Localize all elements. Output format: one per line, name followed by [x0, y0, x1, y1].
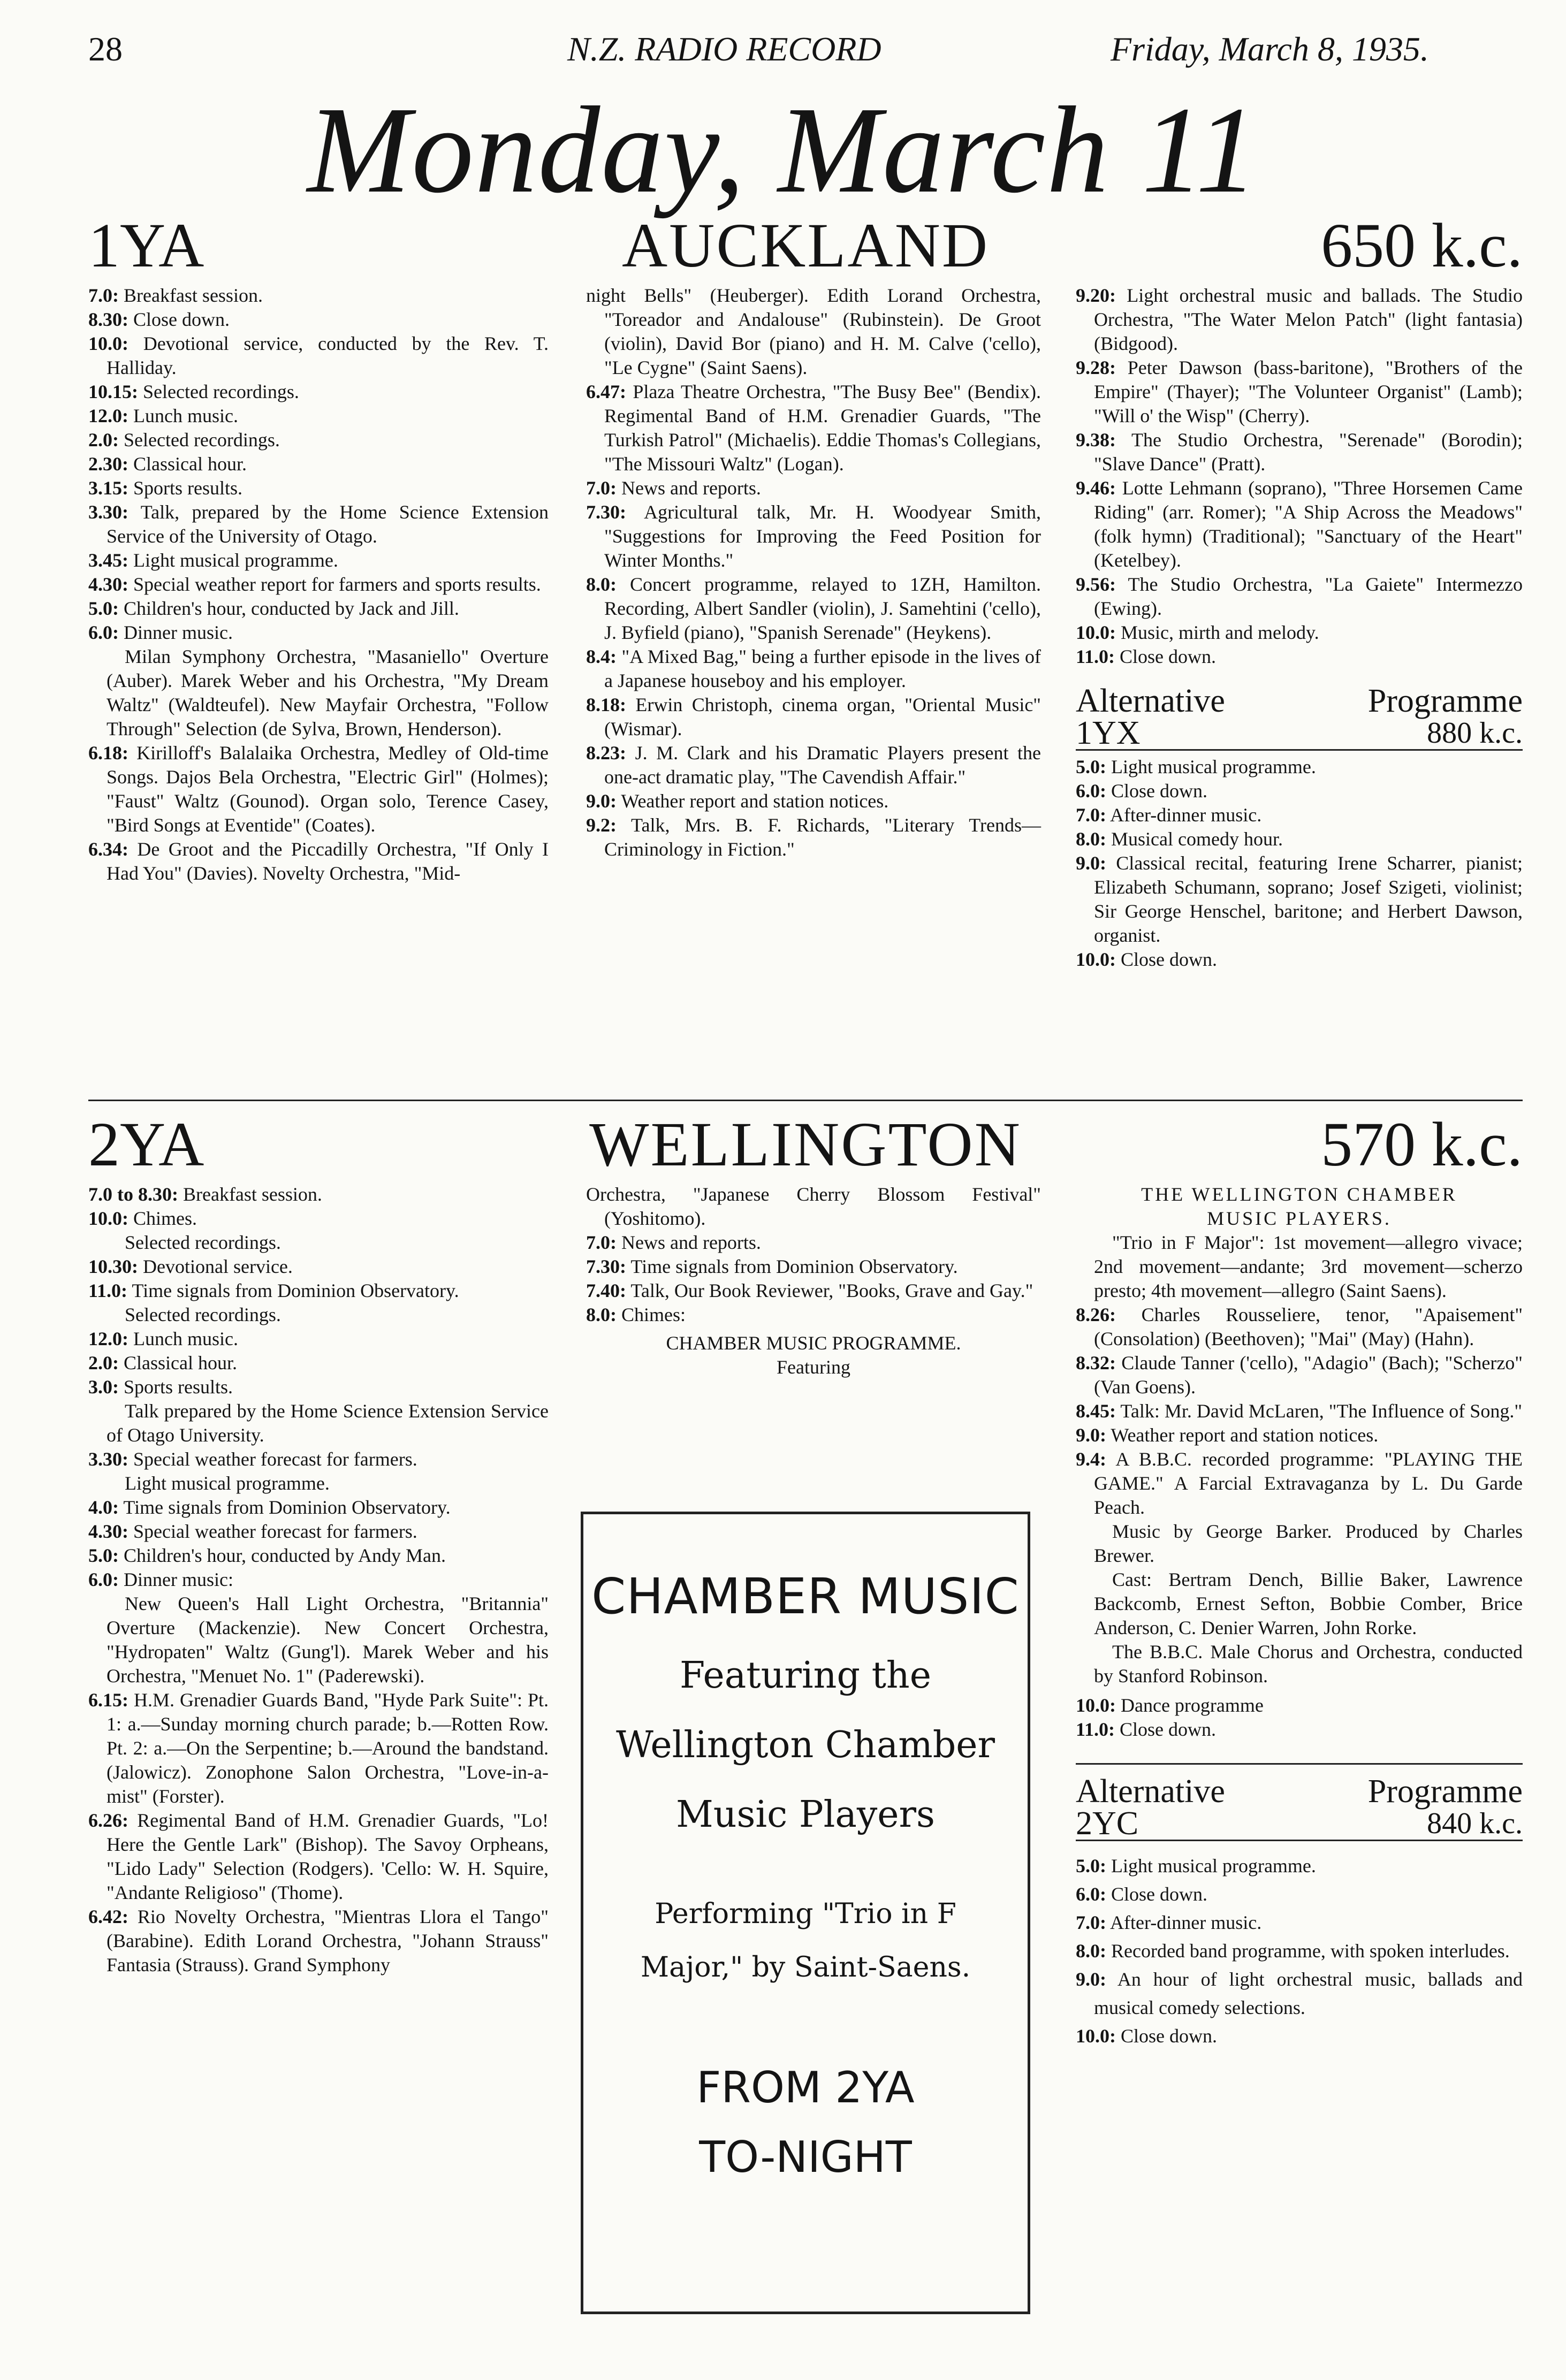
- entry-time: 9.38:: [1076, 429, 1116, 451]
- players-heading: THE WELLINGTON CHAMBER: [1141, 1184, 1457, 1205]
- entry-time: 8.18:: [586, 694, 626, 715]
- entry-text: Lunch music.: [133, 405, 238, 426]
- entry-text: Selected recordings.: [143, 381, 299, 402]
- programme-entry: [586, 741, 1041, 789]
- programme-entry: [586, 476, 1041, 500]
- programme-entry: [88, 1496, 549, 1520]
- programme-entry: [1076, 645, 1523, 669]
- alt-frequency: 880 k.c.: [1427, 716, 1523, 750]
- entry-time: 9.46:: [1076, 477, 1116, 499]
- entry-text: Selected recordings.: [125, 1232, 281, 1253]
- entry-text: Close down.: [1120, 646, 1217, 667]
- station-city: WELLINGTON: [589, 1109, 1022, 1179]
- entry-time: 11.0:: [1076, 1719, 1115, 1740]
- column-2ya-right: [1076, 1183, 1523, 2050]
- entry-text: Close down.: [133, 309, 230, 330]
- 2ya-closing: [1076, 1694, 1523, 1742]
- programme-entry: [88, 332, 549, 380]
- advert-line: Music Players: [676, 1794, 935, 1836]
- entry-time: 11.0:: [1076, 646, 1115, 667]
- entry-text: Talk, Mrs. B. F. Richards, "Literary Trends—Criminology in Fiction.": [604, 814, 1041, 860]
- entry-time: 8.4:: [586, 646, 617, 667]
- entry-time: 2.0:: [88, 429, 119, 451]
- programme-entry: [88, 500, 549, 548]
- entry-time: 10.0:: [1076, 1695, 1116, 1716]
- entry-text: Chimes.: [133, 1208, 197, 1229]
- column-2ya-left: [88, 1183, 549, 1977]
- programme-label: Programme: [1367, 1773, 1523, 1810]
- entry-time: 8.0:: [586, 1304, 617, 1325]
- programme-entry: [88, 1592, 549, 1688]
- entry-time: 6.42:: [88, 1906, 128, 1927]
- programme-entry: [586, 380, 1041, 476]
- programme-entry: [88, 1809, 549, 1905]
- entry-time: 10.0:: [1076, 622, 1116, 643]
- advert-line: TO-NIGHT: [699, 2132, 912, 2182]
- station-band-1ya: [88, 210, 1523, 284]
- entry-text: An hour of light orchestral music, ballads and musical comedy selections.: [1094, 1969, 1523, 2018]
- players-heading: MUSIC PLAYERS.: [1207, 1208, 1392, 1229]
- programme-entry: [1076, 948, 1523, 972]
- credits-line: The B.B.C. Male Chorus and Orchestra, conducted by Stanford Robinson.: [1094, 1641, 1523, 1687]
- paper-name: N.Z. RADIO RECORD: [567, 30, 881, 68]
- entry-text: Classical hour.: [124, 1352, 237, 1374]
- entry-time: 5.0:: [1076, 756, 1106, 777]
- entry-text: Selected recordings.: [125, 1304, 281, 1325]
- programme-entry: [88, 1255, 549, 1279]
- entry-text: Weather report and station notices.: [621, 790, 889, 812]
- programme-entry: [1076, 1447, 1523, 1520]
- entry-text: Recorded band programme, with spoken interludes.: [1111, 1940, 1510, 1962]
- entry-time: 12.0:: [88, 1328, 128, 1349]
- programme-entry: [1076, 573, 1523, 621]
- 2yc-programme: [1076, 1852, 1523, 2050]
- advert-line: Wellington Chamber: [616, 1724, 995, 1766]
- entry-text: The Studio Orchestra, "La Gaiete" Intermezzo (Ewing).: [1094, 574, 1523, 619]
- entry-time: 8.0:: [586, 574, 617, 595]
- entry-text: Dinner music.: [124, 622, 233, 643]
- programme-entry: [1076, 284, 1523, 356]
- entry-text: Regimental Band of H.M. Grenadier Guards, "Lo! Here the Gentle Lark" (Bishop). The Savoy Orpheans, "Lido Lady" Selection (Rodgers). 'Cello: W. H. Squire, "Andante Religioso" (Thome).: [107, 1810, 549, 1903]
- entry-time: 2.0:: [88, 1352, 119, 1374]
- entry-time: 6.0:: [1076, 1883, 1106, 1905]
- entry-text: Light musical programme.: [125, 1473, 330, 1494]
- entry-time: 3.15:: [88, 477, 128, 499]
- entry-text: Light musical programme.: [133, 550, 338, 571]
- entry-time: 7.40:: [586, 1280, 626, 1301]
- entry-text: H.M. Grenadier Guards Band, "Hyde Park Suite": Pt. 1: a.—Sunday morning church parade; b.—Rotten Row. Pt. 2: a.—On the Serpentine; b.—Around the bandstand. (Jalowicz). Zonophone Salon Orchestra, "Love-in-a-mist" (Forster).: [107, 1689, 549, 1807]
- entry-text: Agricultural talk, Mr. H. Woodyear Smith, "Suggestions for Improving the Feed Position for Winter Months.": [604, 501, 1041, 571]
- advert-line: Major," by Saint-Saens.: [640, 1951, 971, 1984]
- entry-time: 9.2:: [586, 814, 617, 836]
- programme-entry: [1076, 1423, 1523, 1447]
- entry-text: Close down.: [1111, 780, 1207, 802]
- entry-text: Time signals from Dominion Observatory.: [123, 1497, 451, 1518]
- station-call: 2YA: [88, 1109, 204, 1179]
- advert-line: Performing "Trio in F: [655, 1898, 956, 1930]
- station-call: 1YA: [88, 210, 204, 280]
- entry-time: 8.0:: [1076, 1940, 1106, 1962]
- entry-time: 11.0:: [88, 1280, 128, 1301]
- entry-text: Rio Novelty Orchestra, "Mientras Llora el Tango" (Barabine). Edith Lorand Orchestra, "Johann Strauss" Fantasia (Strauss). Grand Symphony: [107, 1906, 549, 1975]
- featuring-label: Featuring: [777, 1356, 850, 1378]
- station-frequency: 650 k.c.: [1321, 210, 1523, 280]
- programme-entry: [1076, 1852, 1523, 1880]
- programme-entry: [586, 500, 1041, 573]
- entry-time: 9.20:: [1076, 285, 1116, 306]
- entry-text: Peter Dawson (bass-baritone), "Brothers of the Empire" (Thayer); "The Volunteer Organist" (Lamb); "Will o' the Wisp" (Cherry).: [1094, 357, 1523, 426]
- entry-time: 6.0:: [88, 622, 119, 643]
- programme-entry: [586, 789, 1041, 813]
- chamber-programme-heading: CHAMBER MUSIC PROGRAMME.: [666, 1332, 961, 1354]
- entry-text: News and reports.: [621, 1232, 761, 1253]
- entry-text: After-dinner music.: [1110, 1912, 1262, 1933]
- programme-entry: [88, 1279, 549, 1303]
- entry-time: 7.0:: [586, 1232, 617, 1253]
- entry-text: Light musical programme.: [1111, 756, 1316, 777]
- entry-text: Concert programme, relayed to 1ZH, Hamilton. Recording, Albert Sandler (violin), J. Samehtini ('cello), J. Byfield (piano), "Spanish Serenade" (Heykens).: [604, 574, 1042, 643]
- entry-time: 10.0:: [88, 333, 128, 354]
- programme-entry: [88, 452, 549, 476]
- programme-entry: [586, 1303, 1041, 1327]
- programme-entry: [1076, 1965, 1523, 2022]
- programme-entry: [1076, 476, 1523, 573]
- 2ya-late-programme: [1076, 1303, 1523, 1520]
- section-divider: [1076, 1763, 1523, 1765]
- programme-entry: [88, 741, 549, 837]
- entry-time: 9.56:: [1076, 574, 1116, 595]
- entry-text: Claude Tanner ('cello), "Adagio" (Bach); "Scherzo" (Van Goens).: [1094, 1352, 1523, 1398]
- programme-label: Programme: [1367, 683, 1523, 719]
- issue-date: Friday, March 8, 1935.: [1111, 30, 1429, 68]
- entry-time: 7.0 to 8.30:: [88, 1184, 178, 1205]
- continued-text: Orchestra, "Japanese Cherry Blossom Festival" (Yoshitomo).: [586, 1184, 1041, 1229]
- entry-text: Children's hour, conducted by Andy Man.: [124, 1545, 446, 1566]
- column-1ya-middle: [586, 284, 1041, 861]
- entry-text: Chimes:: [621, 1304, 686, 1325]
- dinner-music-detail: Milan Symphony Orchestra, "Masaniello" Overture (Auber). Marek Weber and his Orchestra, "My Dream Waltz" (Waldteufel). New Mayfair Orchestra, "Follow Through" Selection (de Sylva, Brown, Henderson).: [107, 646, 549, 739]
- advert-line: FROM 2YA: [696, 2063, 915, 2112]
- programme-entry: [88, 1544, 549, 1568]
- entry-text: Talk, Our Book Reviewer, "Books, Grave and Gay.": [630, 1280, 1033, 1301]
- programme-entry: [88, 1568, 549, 1592]
- credits-line: Cast: Bertram Dench, Billie Baker, Lawrence Backcomb, Ernest Sefton, Bobbie Comber, Brice Anderson, C. Denier Warren, John Rorke.: [1094, 1569, 1523, 1638]
- entry-time: 6.0:: [88, 1569, 119, 1590]
- entry-text: Close down.: [1121, 949, 1217, 970]
- programme-entry: [88, 1183, 549, 1207]
- programme-entry: [1076, 2022, 1523, 2050]
- entry-text: Special weather forecast for farmers.: [133, 1448, 417, 1470]
- 2ya-evening: [586, 1183, 1041, 1327]
- programme-entry: [88, 597, 549, 621]
- entry-text: Plaza Theatre Orchestra, "The Busy Bee" (Bendix). Regimental Band of H.M. Grenadier Guards, "The Turkish Patrol" (Michaelis). Eddie Thomas's Collegians, "The Missouri Waltz" (Logan).: [604, 381, 1042, 475]
- entry-time: 6.34:: [88, 838, 128, 860]
- alt-frequency: 840 k.c.: [1427, 1807, 1523, 1840]
- column-1ya-right: [1076, 284, 1523, 972]
- programme-entry: [1076, 1937, 1523, 1965]
- entry-time: 6.15:: [88, 1689, 128, 1711]
- page-title: Monday, March 11: [307, 81, 1259, 219]
- programme-entry: [1076, 779, 1523, 803]
- programme-entry: [88, 1375, 549, 1399]
- programme-entry: [88, 573, 549, 597]
- entry-text: "A Mixed Bag," being a further episode in the lives of a Japanese houseboy and his employer.: [604, 646, 1042, 691]
- entry-text: Erwin Christoph, cinema organ, "Oriental Music" (Wismar).: [604, 694, 1041, 739]
- entry-time: 8.23:: [586, 742, 626, 764]
- entry-text: Selected recordings.: [124, 429, 280, 451]
- entry-text: Talk: Mr. David McLaren, "The Influence of Song.": [1120, 1400, 1523, 1422]
- programme-entry: [1076, 1399, 1523, 1423]
- entry-text: Breakfast session.: [124, 285, 263, 306]
- programme-entry: [88, 1207, 549, 1231]
- credits-line: Music by George Barker. Produced by Charles Brewer.: [1094, 1521, 1523, 1566]
- entry-text: Children's hour, conducted by Jack and Jill.: [124, 598, 459, 619]
- entry-text: Special weather forecast for farmers.: [133, 1521, 417, 1542]
- entry-time: 10.30:: [88, 1256, 138, 1277]
- page-number: 28: [88, 30, 123, 68]
- entry-text: News and reports.: [621, 477, 761, 499]
- programme-entry: [1076, 1351, 1523, 1399]
- programme-entry: [586, 813, 1041, 861]
- section-divider: [88, 1100, 1523, 1101]
- entry-time: 6.18:: [88, 742, 128, 764]
- entry-text: Devotional service.: [143, 1256, 293, 1277]
- programme-entry: [88, 1351, 549, 1375]
- programme-entry: [88, 428, 549, 452]
- entry-time: 8.32:: [1076, 1352, 1116, 1374]
- entry-text: J. M. Clark and his Dramatic Players present the one-act dramatic play, "The Cavendish Affair.": [604, 742, 1041, 788]
- entry-text: Weather report and station notices.: [1111, 1424, 1379, 1446]
- entry-time: 8.26:: [1076, 1304, 1116, 1325]
- entry-text: Music, mirth and melody.: [1121, 622, 1319, 643]
- entry-time: 9.0:: [586, 790, 617, 812]
- programme-entry: [1076, 428, 1523, 476]
- entry-text: Classical recital, featuring Irene Scharrer, pianist; Elizabeth Schumann, soprano; Josef Szigeti, violinist; Sir George Henschel, baritone; and Herbert Dawson, organist.: [1094, 852, 1523, 946]
- programme-entry: [88, 1231, 549, 1255]
- entry-time: 7.0:: [88, 285, 119, 306]
- programme-entry: [88, 837, 549, 886]
- entry-time: 3.0:: [88, 1376, 119, 1398]
- entry-text: Talk, prepared by the Home Science Extension Service of the University of Otago.: [107, 501, 549, 547]
- station-frequency: 570 k.c.: [1321, 1109, 1523, 1179]
- programme-entry: [88, 284, 549, 308]
- column-1ya-left: [88, 284, 549, 886]
- entry-time: 9.28:: [1076, 357, 1116, 378]
- entry-text: Time signals from Dominion Observatory.: [132, 1280, 459, 1301]
- column-2ya-middle: [586, 1183, 1041, 1379]
- advert-headline: CHAMBER MUSIC: [591, 1568, 1020, 1625]
- entry-text: De Groot and the Piccadilly Orchestra, "If Only I Had You" (Davies). Novelty Orchestra, "Mid-: [107, 838, 549, 884]
- programme-entry: [1076, 1880, 1523, 1909]
- entry-text: Close down.: [1121, 2025, 1217, 2047]
- entry-text: Breakfast session.: [183, 1184, 322, 1205]
- programme-entry: [88, 621, 549, 645]
- programme-entry: [1076, 851, 1523, 948]
- programme-entry: [1076, 356, 1523, 428]
- entry-time: 10.0:: [1076, 2025, 1116, 2047]
- entry-text: Devotional service, conducted by the Rev. T. Halliday.: [107, 333, 549, 378]
- entry-time: 7.0:: [1076, 804, 1106, 826]
- programme-entry: [88, 476, 549, 500]
- entry-text: Charles Rousseliere, tenor, "Apaisement" (Consolation) (Beethoven); "Mai" (May) (Hahn).: [1094, 1304, 1523, 1349]
- programme-entry: [88, 1520, 549, 1544]
- programme-entry: [1076, 1718, 1523, 1742]
- entry-time: 12.0:: [88, 405, 128, 426]
- entry-time: 3.30:: [88, 501, 128, 523]
- entry-time: 3.45:: [88, 550, 128, 571]
- programme-entry: [1076, 803, 1523, 827]
- programme-entry: [88, 1303, 549, 1327]
- alternative-1yx-heading: [1076, 685, 1523, 751]
- entry-time: 5.0:: [88, 598, 119, 619]
- alternative-2yc-heading: [1076, 1775, 1523, 1841]
- alt-station: 1YX: [1076, 715, 1141, 751]
- programme-entry: [586, 693, 1041, 741]
- entry-time: 4.30:: [88, 1521, 128, 1542]
- entry-time: 9.4:: [1076, 1448, 1106, 1470]
- programme-entry: [88, 1399, 549, 1447]
- entry-time: 6.26:: [88, 1810, 128, 1831]
- programme-entry: [88, 404, 549, 428]
- entry-time: 7.30:: [586, 1256, 626, 1277]
- programme-entry: [88, 380, 549, 404]
- entry-time: 10.0:: [1076, 949, 1116, 970]
- programme-entry: [1076, 1694, 1523, 1718]
- programme-entry: [88, 1471, 549, 1496]
- entry-text: Kirilloff's Balalaika Orchestra, Medley of Old-time Songs. Dajos Bela Orchestra, "Electric Girl" (Holmes); "Faust" Waltz (Gounod). Organ solo, Terence Casey, "Bird Songs at Eventide" (Coates).: [107, 742, 549, 836]
- programme-entry: [586, 645, 1041, 693]
- entry-text: Lunch music.: [133, 1328, 238, 1349]
- station-city: AUCKLAND: [621, 210, 990, 280]
- entry-time: 4.30:: [88, 574, 128, 595]
- continued-text: night Bells" (Heuberger). Edith Lorand Orchestra, "Toreador and Andalouse" (Rubinstein). De Groot (violin), David Bor (piano) and H. M. Calve ('cello), "Le Cygne" (Saint Saens).: [586, 285, 1041, 378]
- programme-entry: [88, 548, 549, 573]
- entry-time: 3.30:: [88, 1448, 128, 1470]
- entry-text: Classical hour.: [133, 453, 247, 475]
- entry-time: 8.30:: [88, 309, 128, 330]
- entry-text: Dance programme: [1121, 1695, 1264, 1716]
- entry-time: 5.0:: [1076, 1855, 1106, 1876]
- entry-time: 6.0:: [1076, 780, 1106, 802]
- programme-entry: [1076, 827, 1523, 851]
- entry-text: Special weather report for farmers and sports results.: [133, 574, 541, 595]
- entry-text: Time signals from Dominion Observatory.: [630, 1256, 958, 1277]
- entry-time: 7.0:: [586, 477, 617, 499]
- entry-text: Close down.: [1120, 1719, 1217, 1740]
- programme-entry: [586, 573, 1041, 645]
- entry-text: New Queen's Hall Light Orchestra, "Britannia" Overture (Mackenzie). New Concert Orchestra, "Hydropaten" Waltz (Gung'l). Marek Weber and his Orchestra, "Menuet No. 1" (Paderewski).: [107, 1593, 549, 1687]
- entry-text: Light orchestral music and ballads. The Studio Orchestra, "The Water Melon Patch" (light fantasia) (Bidgood).: [1094, 285, 1523, 354]
- station-band-2ya: [88, 1109, 1523, 1183]
- programme-entry: [88, 1327, 549, 1351]
- programme-entry: [88, 1905, 549, 1977]
- entry-text: Talk prepared by the Home Science Extension Service of Otago University.: [107, 1400, 549, 1446]
- programme-entry: [586, 1255, 1041, 1279]
- entry-text: Musical comedy hour.: [1111, 828, 1283, 850]
- entry-time: 7.30:: [586, 501, 626, 523]
- programme-entry: [1076, 1909, 1523, 1937]
- entry-time: 9.0:: [1076, 852, 1106, 874]
- entry-time: 8.0:: [1076, 828, 1106, 850]
- entry-time: 8.45:: [1076, 1400, 1116, 1422]
- alt-station: 2YC: [1076, 1805, 1139, 1842]
- entry-time: 9.0:: [1076, 1969, 1106, 1990]
- entry-text: Lotte Lehmann (soprano), "Three Horsemen Came Riding" (arr. Romer); "A Ship Across the Meadows" (folk hymn) (Traditional); "Sanctuary of the Heart" (Ketelbey).: [1094, 477, 1523, 571]
- entry-text: Dinner music:: [124, 1569, 233, 1590]
- trio-description: "Trio in F Major": 1st movement—allegro vivace; 2nd movement—andante; 3rd movement—scherzo presto; 4th movement—allegro (Saint Saens).: [1094, 1232, 1523, 1301]
- programme-entry: [586, 1231, 1041, 1255]
- programme-entry: [88, 1688, 549, 1809]
- entry-text: The Studio Orchestra, "Serenade" (Borodin); "Slave Dance" (Pratt).: [1094, 429, 1523, 475]
- entry-time: 5.0:: [88, 1545, 119, 1566]
- programme-entry: [88, 308, 549, 332]
- alt-label: Alternative: [1076, 683, 1225, 719]
- chamber-music-advert: [581, 1512, 1030, 2314]
- entry-time: 10.15:: [88, 381, 138, 402]
- entry-text: Sports results.: [124, 1376, 233, 1398]
- 1yx-programme: [1076, 755, 1523, 972]
- entry-text: A B.B.C. recorded programme: "PLAYING THE GAME." A Farcial Extravaganza by L. Du Garde Peach.: [1094, 1448, 1523, 1518]
- programme-entry: [1076, 621, 1523, 645]
- entry-text: Light musical programme.: [1111, 1855, 1316, 1876]
- entry-time: 7.0:: [1076, 1912, 1106, 1933]
- advert-line: Featuring the: [680, 1654, 931, 1697]
- programme-entry: [88, 1447, 549, 1471]
- entry-text: After-dinner music.: [1110, 804, 1262, 826]
- 1ya-late-programme: [1076, 284, 1523, 669]
- programme-entry: [1076, 1303, 1523, 1351]
- programme-entry: [586, 1279, 1041, 1303]
- alt-label: Alternative: [1076, 1773, 1225, 1810]
- entry-time: 4.0:: [88, 1497, 119, 1518]
- entry-text: Sports results.: [133, 477, 243, 499]
- entry-time: 9.0:: [1076, 1424, 1106, 1446]
- programme-entry: [1076, 755, 1523, 779]
- entry-text: Close down.: [1111, 1883, 1207, 1905]
- entry-time: 6.47:: [586, 381, 626, 402]
- entry-time: 10.0:: [88, 1208, 128, 1229]
- entry-time: 2.30:: [88, 453, 128, 475]
